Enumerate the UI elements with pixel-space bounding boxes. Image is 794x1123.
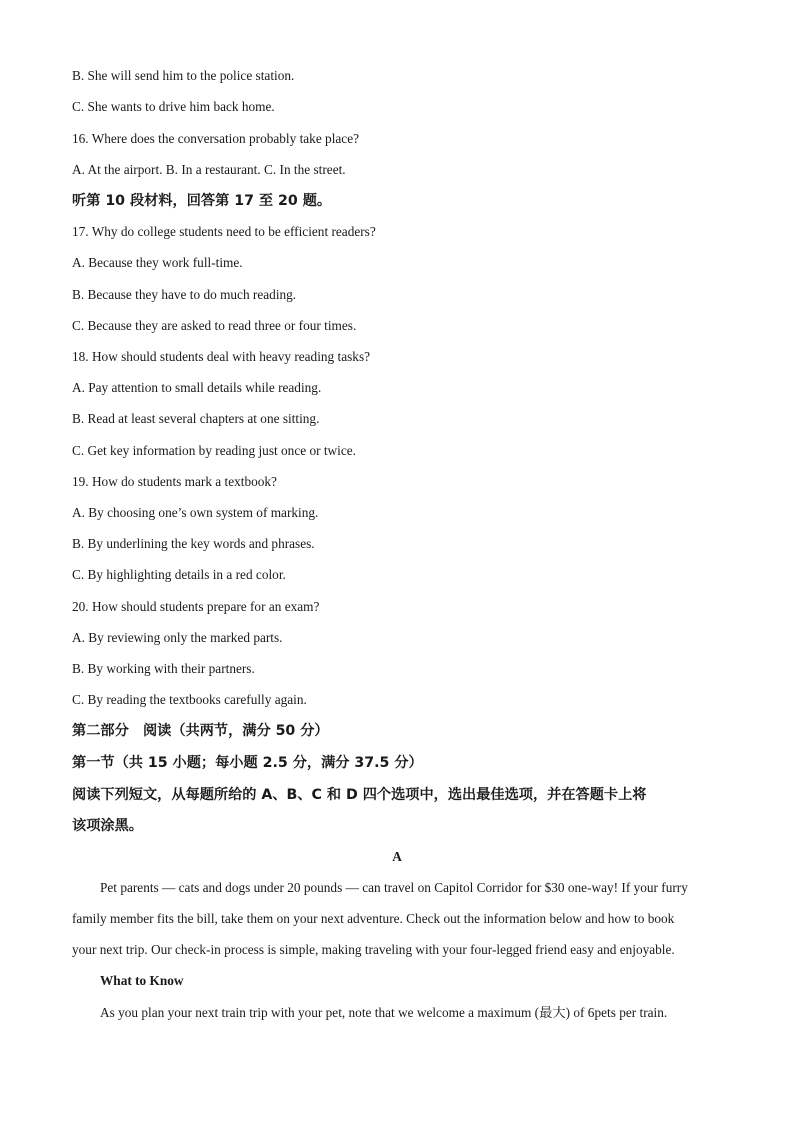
- q20-option-b: B. By working with their partners.: [72, 661, 255, 676]
- q17-option-c: C. Because they are asked to read three or four times.: [72, 318, 357, 333]
- passage-line-1: Pet parents — cats and dogs under 20 pounds — can travel on Capitol Corridor for $30 one-way! If your furry: [100, 880, 688, 895]
- q20-question: 20. How should students prepare for an exam?: [72, 599, 320, 614]
- passage-line-2: family member fits the bill, take them on your next adventure. Check out the information below and how to book: [72, 911, 675, 926]
- q19-option-a: A. By choosing one’s own system of marking.: [72, 505, 319, 520]
- reading-instructions-line-2: 该项涂黑。: [72, 818, 143, 834]
- q17-question: 17. Why do college students need to be efficient readers?: [72, 224, 376, 239]
- q19-question: 19. How do students mark a textbook?: [72, 474, 277, 489]
- q20-option-c: C. By reading the textbooks carefully again.: [72, 692, 307, 707]
- section10-header: 听第 10 段材料，回答第 17 至 20 题。: [72, 193, 332, 209]
- q17-option-b: B. Because they have to do much reading.: [72, 287, 297, 302]
- q18-option-a: A. Pay attention to small details while reading.: [72, 380, 322, 395]
- passage-label: A: [392, 849, 402, 864]
- passage-line-3: your next trip. Our check-in process is simple, making traveling with your four-legged friend easy and enjoyable.: [72, 942, 675, 957]
- q16-question: 16. Where does the conversation probably take place?: [72, 131, 359, 146]
- q19-option-c: C. By highlighting details in a red color.: [72, 567, 286, 582]
- reading-part-header: 第二部分 阅读（共两节，满分 50 分）: [72, 723, 329, 739]
- reading-section-header: 第一节（共 15 小题；每小题 2.5 分，满分 37.5 分）: [72, 755, 423, 771]
- q18-option-c: C. Get key information by reading just once or twice.: [72, 443, 356, 458]
- q19-option-b: B. By underlining the key words and phrases.: [72, 536, 315, 551]
- q18-option-b: B. Read at least several chapters at one sitting.: [72, 411, 320, 426]
- q15-option-b: B. She will send him to the police station.: [72, 68, 295, 83]
- q18-question: 18. How should students deal with heavy reading tasks?: [72, 349, 371, 364]
- q20-option-a: A. By reviewing only the marked parts.: [72, 630, 283, 645]
- q15-option-c: C. She wants to drive him back home.: [72, 99, 275, 114]
- reading-instructions-line-1: 阅读下列短文，从每题所给的 A、B、C 和 D 四个选项中，选出最佳选项，并在答题卡上将: [72, 787, 647, 803]
- q16-options: A. At the airport. B. In a restaurant. C. In the street.: [72, 162, 346, 177]
- passage-line-4: As you plan your next train trip with your pet, note that we welcome a maximum (最大) of 6pets per train.: [100, 1005, 668, 1020]
- q17-option-a: A. Because they work full-time.: [72, 255, 243, 270]
- what-to-know-heading: What to Know: [100, 973, 184, 988]
